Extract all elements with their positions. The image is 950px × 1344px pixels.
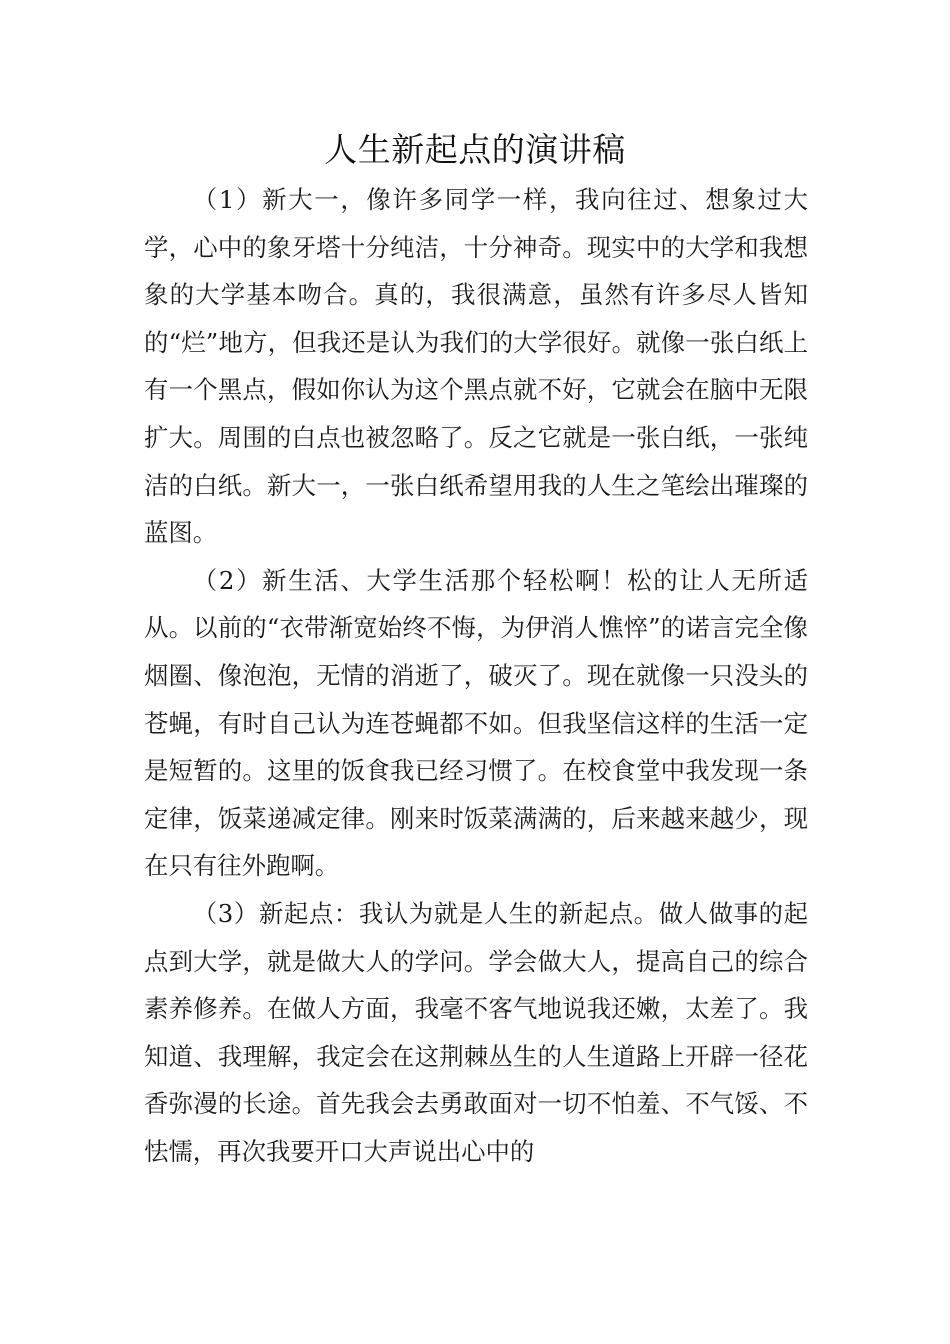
paragraph-3: （3）新起点：我认为就是人生的新起点。做人做事的起点到大学，就是做大人的学问。学会做大人，提高自己的综合素养修养。在做人方面，我毫不客气地说我还嫩，太差了。我知道、我理解，我定会在这荆棘丛生的人生道路上开辟一径花香弥漫的长途。首先我会去勇敢面对一切不怕羞、不气馁、不怯懦，再次我要开口大声说出心中的: [144, 898, 808, 1166]
paragraph-2: （2）新生活、大学生活那个轻松啊！松的让人无所适从。以前的“衣带渐宽始终不悔，为伊消人憔悴”的诺言完全像烟圈、像泡泡，无情的消逝了，破灭了。现在就像一只没头的苍蝇，有时自己认为连苍蝇都不如。但我坚信这样的生活一定是短暂的。这里的饭食我已经习惯了。在校食堂中我发现一条定律，饭菜递减定律。刚来时饭菜满满的，后来越来越少，现在只有往外跑啊。: [144, 565, 808, 881]
paragraph-1: （1）新大一，像许多同学一样，我向往过、想象过大学，心中的象牙塔十分纯洁，十分神奇。现实中的大学和我想象的大学基本吻合。真的，我很满意，虽然有许多尽人皆知的“烂”地方，但我还是认为我们的大学很好。就像一张白纸上有一个黑点，假如你认为这个黑点就不好，它就会在脑中无限扩大。周围的白点也被忽略了。反之它就是一张白纸，一张纯洁的白纸。新大一，一张白纸希望用我的人生之笔绘出璀璨的蓝图。: [144, 185, 808, 548]
document-title: 人生新起点的演讲稿: [324, 130, 626, 169]
document-body: [144, 176, 808, 1175]
